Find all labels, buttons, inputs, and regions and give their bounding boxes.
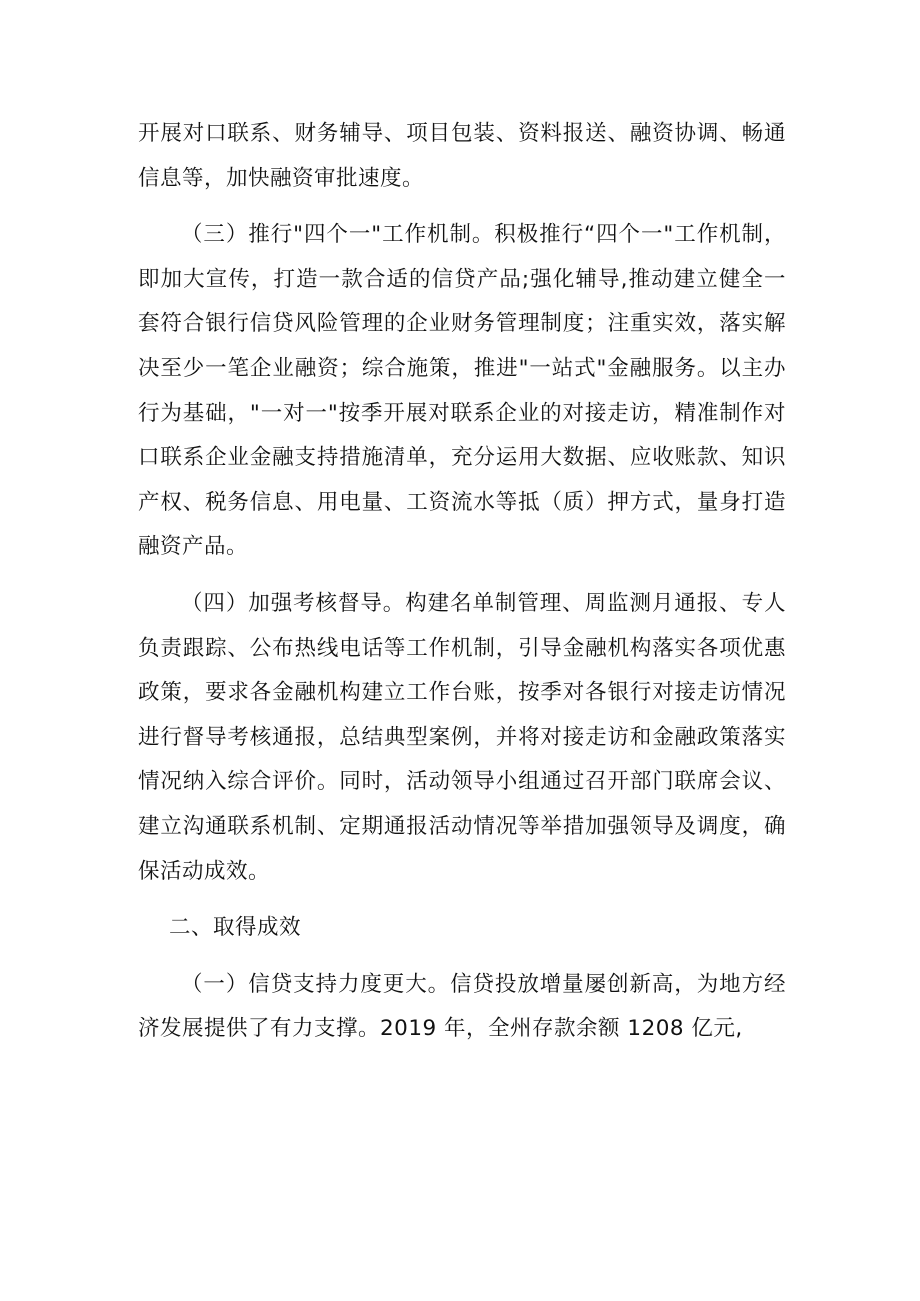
paragraph-3: （四）加强考核督导。构建名单制管理、周监测月通报、专人负责跟踪、公布热线电话等工作机制，引导金融机构落实各项优惠政策，要求各金融机构建立工作台账，按季对各银行对接走访情况进行督导考核通报，总结典型案例，并将对接走访和金融政策落实情况纳入综合评价。同时，活动领导小组通过召开部门联席会议、建立沟通联系机制、定期通报活动情况等举措加强领导及调度，确保活动成效。 [138,590,786,884]
paragraph-1: 开展对口联系、财务辅导、项目包装、资料报送、融资协调、畅通信息等，加快融资审批速度。 [138,121,786,191]
document-body [138,112,786,1064]
paragraph-4: （一）信贷支持力度更大。信贷投放增量屡创新高，为地方经济发展提供了有力支撑。2019 年，全州存款余额 1208 亿元, [138,971,786,1042]
section-heading: 二、取得成效 [169,915,302,941]
paragraph-2: （三）推行"四个一"工作机制。积极推行“四个一"工作机制，即加大宣传，打造一款合适的信贷产品;强化辅导,推动建立健全一套符合银行信贷风险管理的企业财务管理制度；注重实效，落实解决至少一笔企业融资；综合施策，推进"一站式"金融服务。以主办行为基础，"一对一"按季开展对联系企业的对接走访，精准制作对口联系企业金融支持措施清单，充分运用大数据、应收账款、知识产权、税务信息、用电量、工资流水等抵（质）押方式，量身打造融资产品。 [138,222,786,560]
